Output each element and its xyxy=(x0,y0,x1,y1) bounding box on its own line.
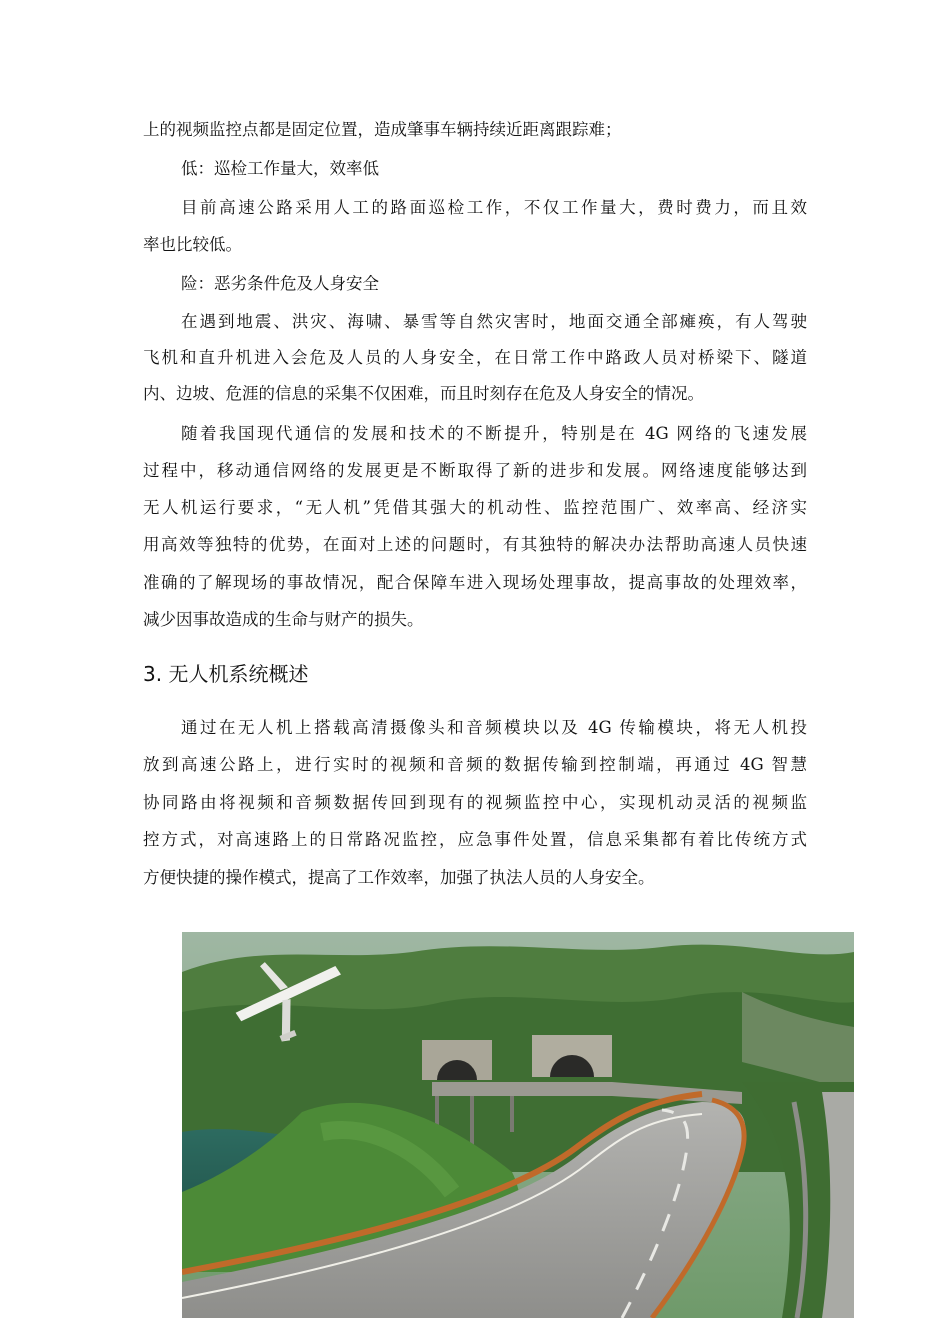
paragraph-line: 随着我国现代通信的发展和技术的不断提升，特别是在 4G 网络的飞速发展 xyxy=(181,424,807,443)
tunnel-right xyxy=(532,1035,612,1077)
tunnel-left xyxy=(422,1040,492,1080)
drone-highway-photo xyxy=(182,932,854,1318)
section-heading: 3. 无人机系统概述 xyxy=(143,662,309,686)
paragraph-line: 目前高速公路采用人工的路面巡检工作，不仅工作量大，费时费力，而且效 xyxy=(181,198,807,217)
paragraph-line: 放到高速公路上，进行实时的视频和音频的数据传输到控制端，再通过 4G 智慧 xyxy=(143,755,807,774)
subheading-danger: 险：恶劣条件危及人身安全 xyxy=(181,274,379,293)
paragraph-line: 通过在无人机上搭载高清摄像头和音频模块以及 4G 传输模块，将无人机投 xyxy=(181,718,807,737)
paragraph-line: 减少因事故造成的生命与财产的损失。 xyxy=(143,610,424,629)
paragraph-line: 方便快捷的操作模式，提高了工作效率，加强了执法人员的人身安全。 xyxy=(143,868,655,887)
subheading-low: 低：巡检工作量大，效率低 xyxy=(181,159,379,178)
paragraph-line: 上的视频监控点都是固定位置，造成肇事车辆持续近距离跟踪难； xyxy=(143,120,622,139)
paragraph-line: 控方式，对高速路上的日常路况监控，应急事件处置，信息采集都有着比传统方式 xyxy=(143,830,807,849)
paragraph-line: 飞机和直升机进入会危及人员的人身安全，在日常工作中路政人员对桥梁下、隧道 xyxy=(143,348,807,367)
paragraph-line: 用高效等独特的优势，在面对上述的问题时，有其独特的解决办法帮助高速人员快速 xyxy=(143,535,807,554)
paragraph-line: 过程中，移动通信网络的发展更是不断取得了新的进步和发展。网络速度能够达到 xyxy=(143,461,807,480)
paragraph-line: 在遇到地震、洪灾、海啸、暴雪等自然灾害时，地面交通全部瘫痪，有人驾驶 xyxy=(181,312,807,331)
paragraph-line: 协同路由将视频和音频数据传回到现有的视频监控中心，实现机动灵活的视频监 xyxy=(143,793,807,812)
paragraph-line: 内、边坡、危涯的信息的采集不仅困难，而且时刻存在危及人身安全的情况。 xyxy=(143,384,704,403)
paragraph-line: 准确的了解现场的事故情况，配合保障车进入现场处理事故，提高事故的处理效率， xyxy=(143,573,807,592)
paragraph-line: 率也比较低。 xyxy=(143,235,242,254)
paragraph-line: 无人机运行要求，“无人机”凭借其强大的机动性、监控范围广、效率高、经济实 xyxy=(143,498,807,517)
